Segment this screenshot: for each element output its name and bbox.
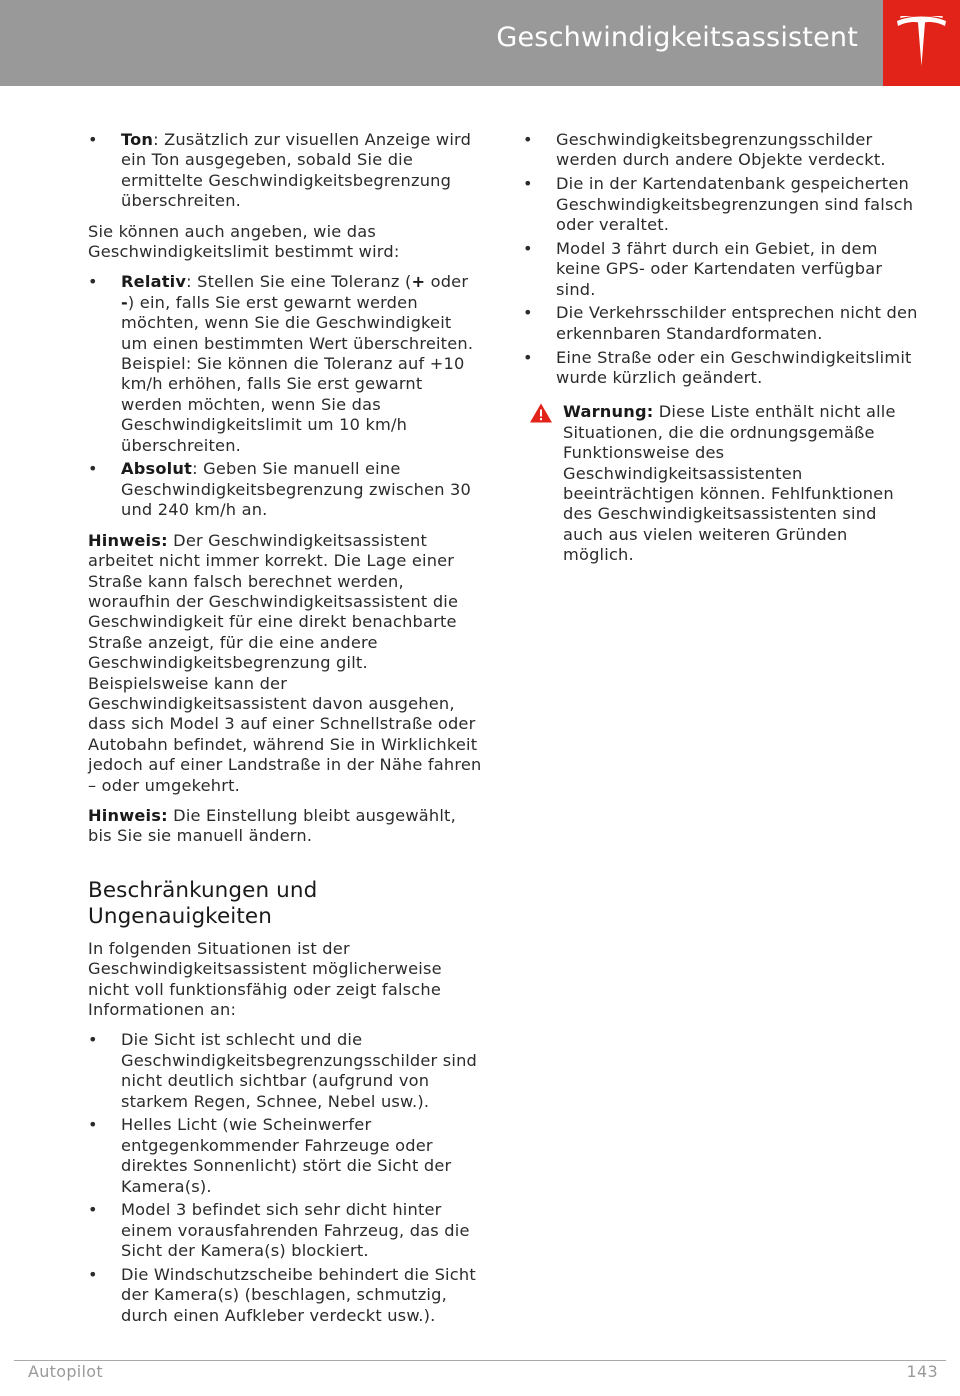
limitations-list-left	[88, 1030, 483, 1326]
note-accuracy-text: Der Geschwindigkeitsassistent arbeitet nicht immer korrekt. Die Lage einer Straße kann falsch berechnet werden, woraufhin der Geschwindigkeitsassistent die Geschwindigkeit für eine direkt benachbarte Straße anzeigt, für die eine andere Geschwindigkeitsbegrenzung gilt. Beispielsweise kann der Geschwindigkeitsassistent davon ausgehen, dass sich Model 3 auf einer Schnellstraße oder Autobahn befindet, während Sie in Wirklichkeit jedoch auf einer Landstraße in der Nähe fahren – oder umgekehrt.	[88, 530, 482, 795]
page-title: Geschwindigkeitsassistent	[496, 22, 858, 53]
left-column	[88, 130, 483, 1336]
warning-text	[563, 402, 918, 565]
list-item: • Geschwindigkeitsbegrenzungsschilder werden durch andere Objekte verdeckt.	[523, 130, 918, 171]
note-setting	[88, 806, 483, 847]
right-column	[523, 130, 918, 566]
note-label: Hinweis:	[88, 530, 168, 550]
list-item: • Die Verkehrsschilder entsprechen nicht den erkennbaren Standardformaten.	[523, 303, 918, 344]
page-number: 143	[906, 1362, 938, 1381]
list-item-relativ	[88, 272, 483, 456]
note-setting-text: Die Einstellung bleibt ausgewählt, bis Sie sie manuell ändern.	[88, 805, 456, 846]
list-item: • Die in der Kartendatenbank gespeicherten Geschwindigkeitsbegrenzungen sind falsch oder veraltet.	[523, 174, 918, 235]
list-item: • Helles Licht (wie Scheinwerfer entgegenkommender Fahrzeuge oder direktes Sonnenlicht) stört die Sicht der Kamera(s).	[88, 1115, 483, 1197]
section-heading-limitations: Beschränkungen und Ungenauigkeiten	[88, 877, 318, 929]
limit-option-list	[88, 272, 483, 520]
absolut-description: : Geben Sie manuell eine Geschwindigkeitsbegrenzung zwischen 30 und 240 km/h an.	[121, 459, 472, 520]
note-label: Hinweis:	[88, 805, 168, 825]
relativ-text-1: : Stellen Sie eine Toleranz (	[186, 272, 412, 292]
term-relativ: Relativ	[121, 272, 187, 292]
list-item: • Die Sicht ist schlecht und die Geschwindigkeitsbegrenzungsschilder sind nicht deutlich sichtbar (aufgrund von starkem Regen, Schnee, Nebel usw.).	[88, 1030, 483, 1112]
warning-body: Diese Liste enthält nicht alle Situationen, die die ordnungsgemäße Funktionsweise des Geschwindigkeitsassistenten beeinträchtigen können. Fehlfunktionen des Geschwindigkeitsassistenten sind auch aus vielen weiteren Gründen möglich.	[563, 402, 896, 565]
note-accuracy	[88, 531, 483, 796]
list-item: • Model 3 befindet sich sehr dicht hinter einem vorausfahrenden Fahrzeug, das die Sicht der Kamera(s) blockiert.	[88, 1200, 483, 1261]
ton-description: : Zusätzlich zur visuellen Anzeige wird ein Ton ausgegeben, sobald Sie die ermittelte Geschwindigkeitsbegrenzung überschreiten.	[121, 130, 472, 211]
minus-symbol: -	[121, 292, 128, 312]
relativ-text-3: ) ein, falls Sie erst gewarnt werden möchten, wenn Sie die Geschwindigkeit um einen bestimmten Wert überschreiten. Beispiel: Sie können die Toleranz auf +10 km/h erhöhen, falls Sie erst gewarnt werden möchten, wenn Sie das Geschwindigkeitslimit um 10 km/h überschreiten.	[121, 292, 474, 455]
limit-intro-text: Sie können auch angeben, wie das Geschwindigkeitslimit bestimmt wird:	[88, 221, 400, 262]
term-absolut: Absolut	[121, 459, 193, 479]
alert-option-list	[88, 130, 483, 212]
footer-divider	[14, 1360, 946, 1361]
tesla-logo-icon	[895, 16, 948, 72]
footer-section-name: Autopilot	[28, 1362, 103, 1381]
relativ-text-2: oder	[425, 272, 469, 292]
limitations-intro-text: In folgenden Situationen ist der Geschwindigkeitsassistent möglicherweise nicht voll funktionsfähig oder zeigt falsche Informationen an:	[88, 938, 442, 1020]
list-item: • Die Windschutzscheibe behindert die Sicht der Kamera(s) (beschlagen, schmutzig, durch einen Aufkleber verdeckt usw.).	[88, 1265, 483, 1326]
warning-triangle-icon	[529, 402, 553, 424]
limitations-list-right	[523, 130, 918, 388]
list-item-absolut	[88, 459, 483, 520]
list-item: • Eine Straße oder ein Geschwindigkeitslimit wurde kürzlich geändert.	[523, 348, 918, 389]
list-item-ton	[88, 130, 483, 212]
brand-logo-box	[883, 0, 960, 86]
list-item: • Model 3 fährt durch ein Gebiet, in dem keine GPS- oder Kartendaten verfügbar sind.	[523, 239, 918, 300]
warning-label: Warnung:	[563, 402, 654, 422]
page-header	[0, 0, 960, 86]
term-ton: Ton	[121, 130, 154, 149]
warning-box	[523, 402, 918, 565]
plus-symbol: +	[411, 272, 426, 292]
